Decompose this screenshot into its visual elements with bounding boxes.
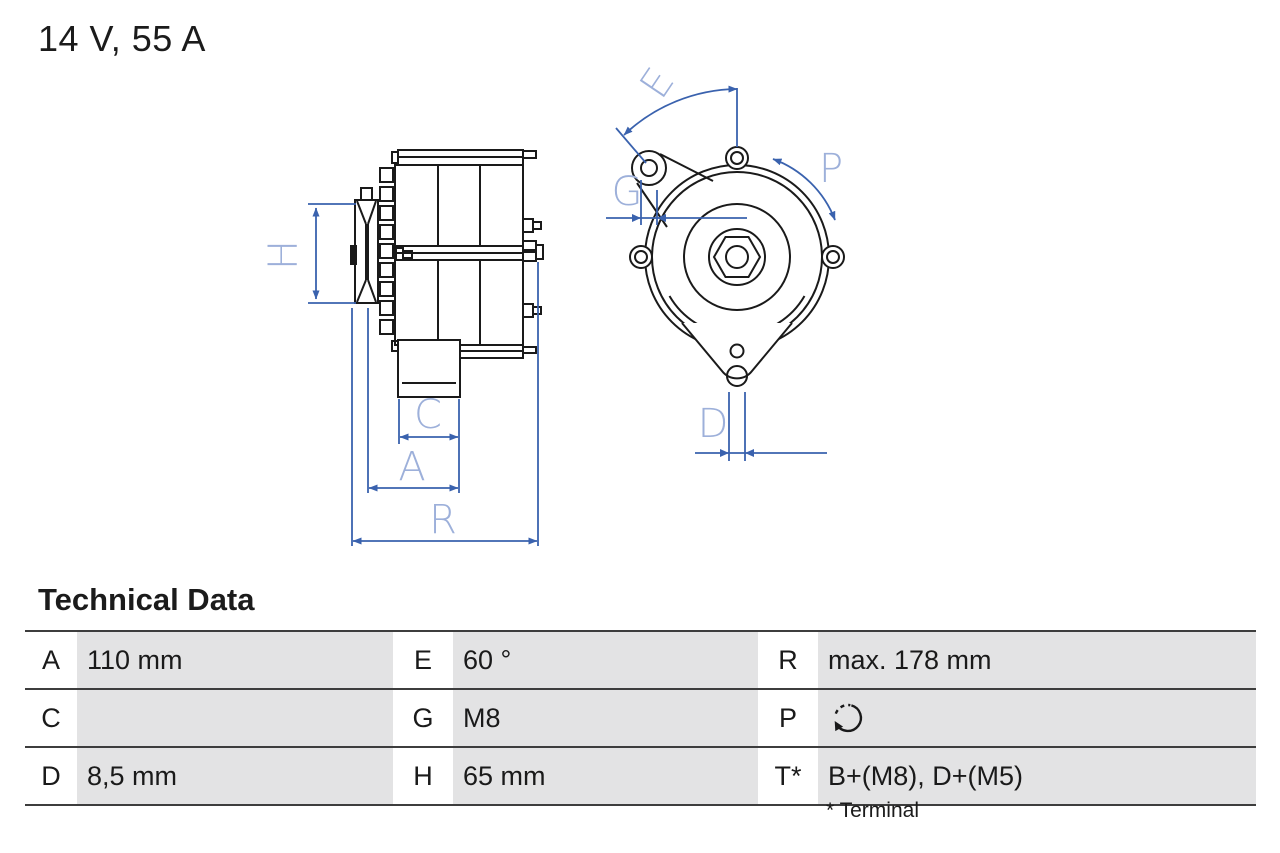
table-row <box>25 688 1256 746</box>
dim-label-R: R <box>429 497 457 543</box>
dim-label-C: C <box>414 392 442 438</box>
dim-value-R: max. 178 mm <box>818 632 1256 688</box>
dim-key-D: D <box>25 761 77 792</box>
dim-value-C <box>77 690 393 746</box>
side-view <box>350 150 543 397</box>
dim-label-P: P <box>818 146 844 192</box>
rotation-clockwise-icon <box>828 698 868 738</box>
dim-key-P: P <box>758 703 818 734</box>
dimension-D <box>695 392 827 461</box>
table-row <box>25 630 1256 688</box>
dim-value-G: M8 <box>453 690 758 746</box>
dim-label-A: A <box>398 444 426 490</box>
dim-label-D: D <box>697 401 729 447</box>
dim-value-A: 110 mm <box>77 632 393 688</box>
shaft-nut-hex <box>714 237 760 277</box>
dim-value-E: 60 ° <box>453 632 758 688</box>
voltage-amperage-rating: 14 V, 55 A <box>38 18 206 59</box>
dim-label-G: G <box>611 169 643 215</box>
dim-key-T: T* <box>758 761 818 792</box>
dimension-H <box>261 204 356 303</box>
dim-key-A: A <box>25 645 77 676</box>
dim-value-D: 8,5 mm <box>77 748 393 804</box>
dim-key-H: H <box>393 761 453 792</box>
dim-value-H: 65 mm <box>453 748 758 804</box>
dim-label-H: H <box>261 239 307 271</box>
technical-data-table <box>25 630 1256 806</box>
pulley <box>350 188 378 303</box>
dim-value-T: B+(M8), D+(M5) <box>818 748 1256 804</box>
mounting-lug <box>632 151 713 227</box>
dim-label-E: E <box>631 59 684 107</box>
cooling-fins <box>380 168 393 334</box>
dim-key-R: R <box>758 645 818 676</box>
mounting-foot <box>398 340 460 397</box>
dim-key-C: C <box>25 703 77 734</box>
dim-key-G: G <box>393 703 453 734</box>
table-row <box>25 746 1256 804</box>
dimension-E <box>616 60 737 163</box>
dim-value-P <box>818 690 1256 746</box>
technical-data-heading: Technical Data <box>38 582 255 617</box>
bottom-bracket <box>682 323 792 386</box>
dim-key-E: E <box>393 645 453 676</box>
dimension-A <box>368 308 458 493</box>
terminal-footnote: * Terminal <box>826 799 919 822</box>
